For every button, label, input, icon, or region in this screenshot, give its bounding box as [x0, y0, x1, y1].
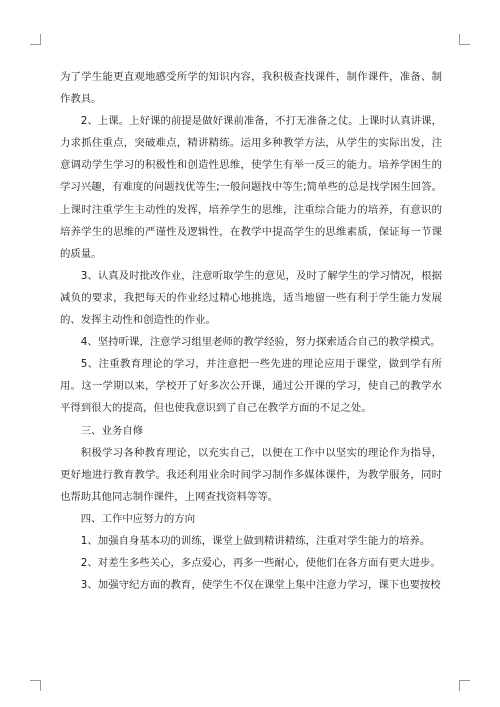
paragraph-theory: 5、注重教育理论的学习，并注意把一些先进的理论应用于课堂，做到学有所用。这一学期以来，学校开了好多次公开课，通过公开课的学习，使自己的教学水平得到很大的提高，但也使我意识到了自己在教学方面的不足之处。 — [60, 358, 442, 415]
crop-mark-top-right — [459, 34, 470, 45]
list-item-discipline: 3、加强守纪方面的教育，使学生不仅在课堂上集中注意力学习，课下也要按校 — [80, 579, 441, 592]
section-heading-self-study: 三、业务自修 — [80, 424, 144, 437]
crop-mark-bottom-right — [459, 680, 470, 691]
section-heading-direction: 四、工作中应努力的方向 — [80, 512, 196, 525]
paragraph-lesson: 2、上课。上好课的前提是做好课前准备，不打无准备之仗。上课时认真讲课，力求抓住重点，突破难点，精讲精练。运用多种教学方法，从学生的实际出发，注意调动学生学习的积极性和创造性思维，使学生有举一反三的能力。培养学困生的学习兴趣，有难度的问题找优等生;一般问题找中等生;简单些的总是找学困生回答。上课时注重学生主动性的发挥，培养学生的思维，注重综合能力的培养，有意识的培养学生的思维的严谨性及逻辑性，在教学中提高学生的思维素质，保证每一节课的质量。 — [60, 115, 442, 260]
document-body — [60, 66, 442, 596]
crop-mark-bottom-left — [30, 680, 41, 691]
paragraph-continuation: 为了学生能更直观地感受所学的知识内容，我积极查找课件，制作课件，准备、制作教具。 — [60, 71, 442, 106]
paragraph-self-study: 积极学习各种教育理论，以充实自己，以便在工作中以坚实的理论作为指导，更好地进行教育教学。我还利用业余时间学习制作多媒体课件，为教学服务，同时也帮助其他同志制作课件，上网查找资料等等。 — [60, 446, 442, 503]
paragraph-observation: 4、坚持听课，注意学习组里老师的教学经验，努力探索适合自己的教学模式。 — [80, 336, 441, 349]
crop-mark-top-left — [30, 34, 41, 45]
paragraph-homework: 3、认真及时批改作业，注意听取学生的意见，及时了解学生的学习情况，根据减负的要求，我把每天的作业经过精心地挑选，适当地留一些有利于学生能力发展的、发挥主动性和创造性的作业。 — [60, 269, 442, 327]
list-item-basic-skills: 1、加强自身基本功的训练，课堂上做到精讲精练，注重对学生能力的培养。 — [80, 534, 431, 547]
list-item-weak-students: 2、对差生多些关心，多点爱心，再多一些耐心，使他们在各方面有更大进步。 — [80, 557, 441, 570]
